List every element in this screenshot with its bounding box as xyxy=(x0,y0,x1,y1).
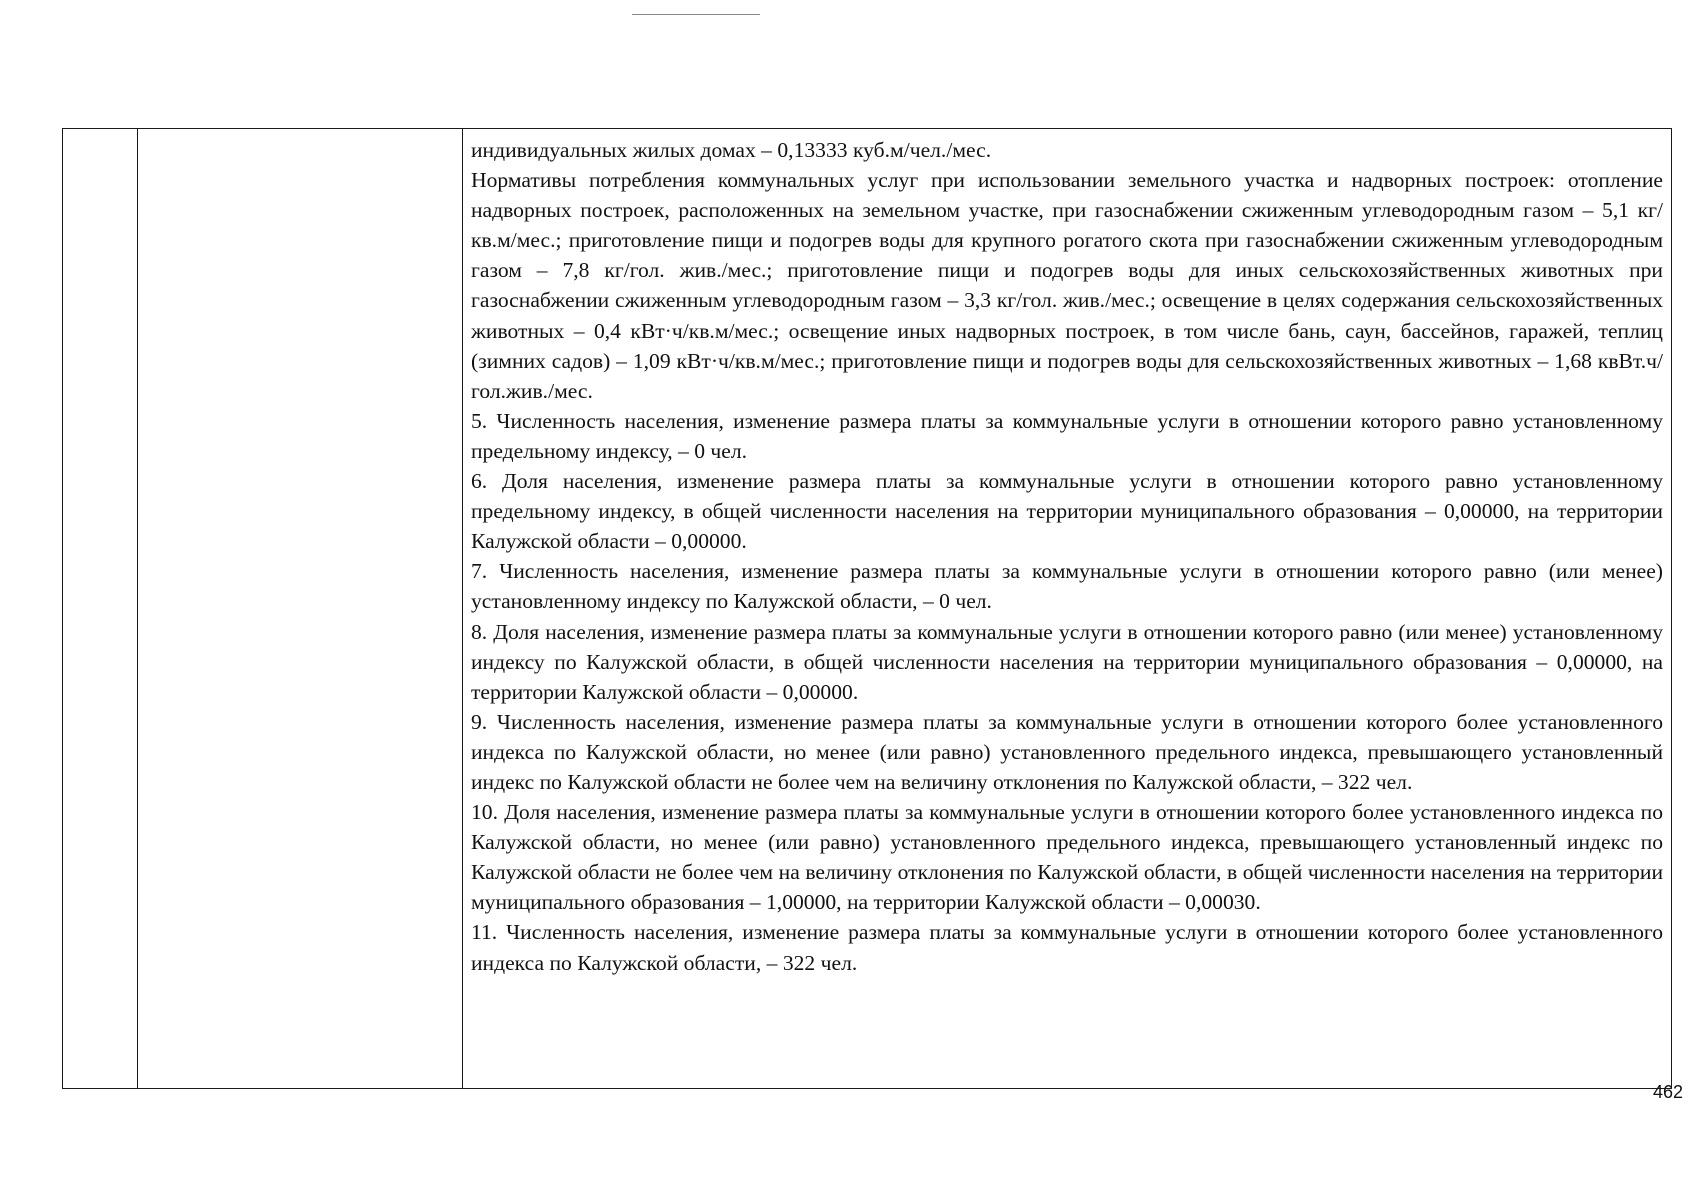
table-cell-text xyxy=(471,135,1663,1083)
column-divider xyxy=(137,129,138,1088)
paragraph-item-8: 8. Доля населения, изменение размера платы за коммунальные услуги в отношении которого равно (или менее) установленному индексу по Калужской области, в общей численности населения на территории муниципального образования – 0,00000, на территории Калужской области – 0,00000. xyxy=(471,619,1663,704)
paragraph-item-5: 5. Численность населения, изменение размера платы за коммунальные услуги в отношении которого равно установленному предельному индексу, – 0 чел. xyxy=(471,408,1663,463)
document-table xyxy=(62,128,1672,1089)
paragraph-continuation: индивидуальных жилых домах – 0,13333 куб.м/чел./мес. xyxy=(471,138,992,162)
paragraph-item-6: 6. Доля населения, изменение размера платы за коммунальные услуги в отношении которого равно установленному предельному индексу, в общей численности населения на территории муниципального образования – 0,00000, на территории Калужской области – 0,00000. xyxy=(471,469,1663,554)
paragraph-item-7: 7. Численность населения, изменение размера платы за коммунальные услуги в отношении которого равно (или менее) установленному индексу по Калужской области, – 0 чел. xyxy=(471,559,1663,614)
paragraph-item-10: 10. Доля населения, изменение размера платы за коммунальные услуги в отношении которого более установленного индекса по Калужской области, но менее (или равно) установленного предельного индекса, превышающего установленный индекс по Калужской области не более чем на величину отклонения по Калужской области, в общей численности населения на территории муниципального образования – 1,00000, на территории Калужской области – 0,00030. xyxy=(471,800,1663,915)
page-number: 462 xyxy=(1652,1082,1683,1102)
paragraph-item-11: 11. Численность населения, изменение размера платы за коммунальные услуги в отношении которого более установленного индекса по Калужской области, – 322 чел. xyxy=(471,920,1663,975)
header-rule xyxy=(632,14,760,15)
paragraph-item-9: 9. Численность населения, изменение размера платы за коммунальные услуги в отношении которого более установленного индекса по Калужской области, но менее (или равно) установленного предельного индекса, превышающего установленный индекс по Калужской области не более чем на величину отклонения по Калужской области, – 322 чел. xyxy=(471,709,1663,794)
paragraph-consumption-norms: Нормативы потребления коммунальных услуг при использовании земельного участка и надворных построек: отопление надворных построек, расположенных на земельном участке, при газоснабжении сжиженным углеводородным газом – 5,1 кг/кв.м/мес.; приготовление пищи и подогрев воды для крупного рогатого скота при газоснабжении сжиженным углеводородным газом – 7,8 кг/гол. жив./мес.; приготовление пищи и подогрев воды для иных сельскохозяйственных животных при газоснабжении сжиженным углеводородным газом – 3,3 кг/гол. жив./мес.; освещение в целях содержания сельскохозяйственных животных – 0,4 кВт·ч/кв.м/мес.; освещение иных надворных построек, в том числе бань, саун, бассейнов, гаражей, теплиц (зимних садов) – 1,09 кВт·ч/кв.м/мес.; приготовление пищи и подогрев воды для сельскохозяйственных животных – 1,68 квВт.ч/гол.жив./мес. xyxy=(471,168,1663,403)
column-divider xyxy=(462,129,463,1088)
